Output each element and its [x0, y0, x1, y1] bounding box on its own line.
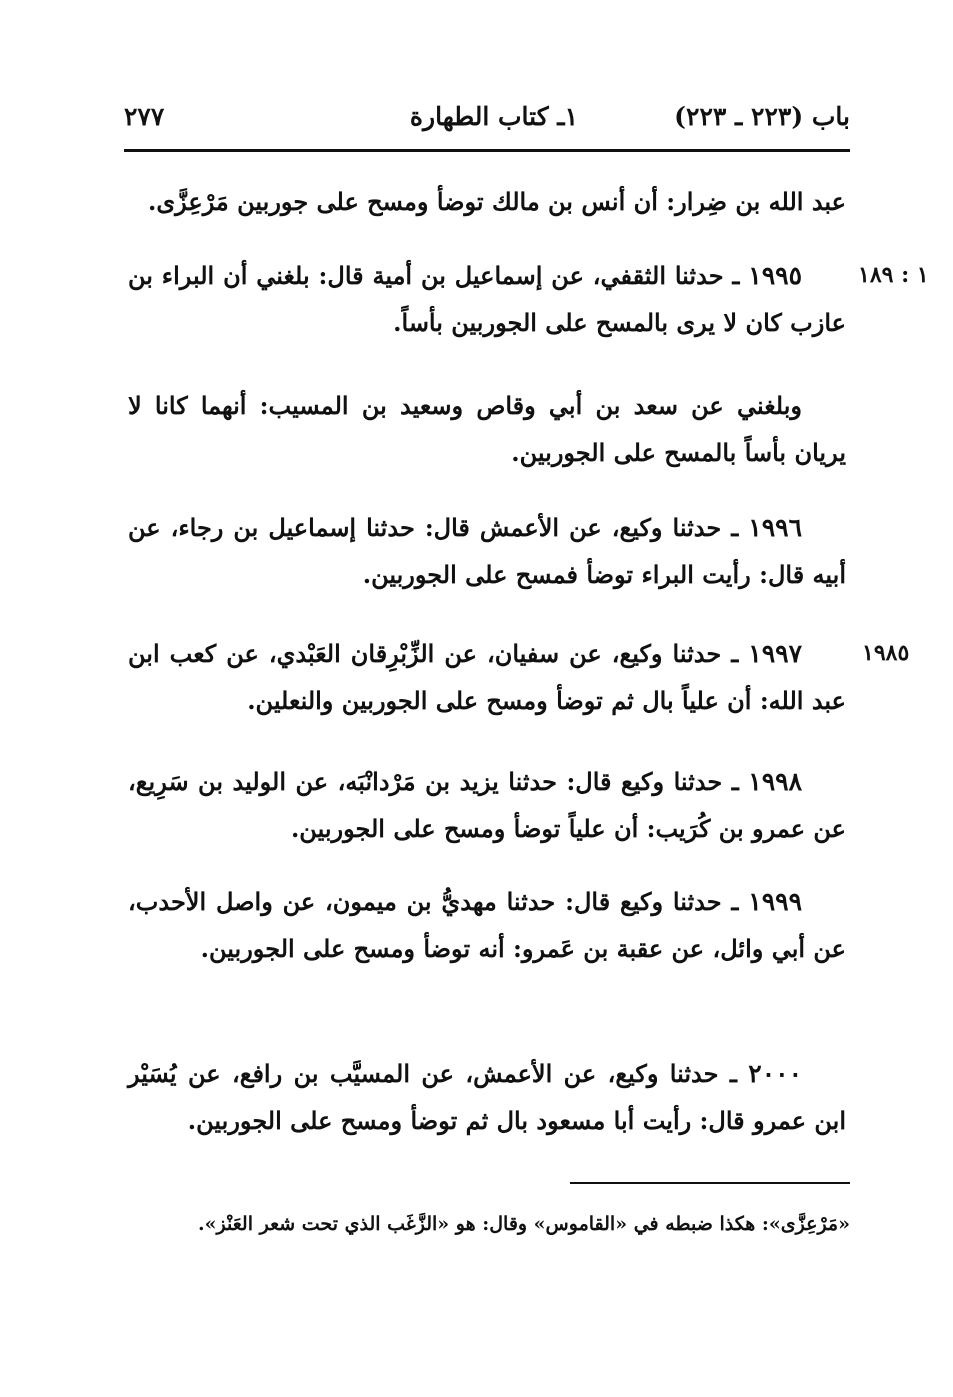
book-title: ١ـ كتاب الطهارة [409, 102, 579, 131]
paragraph-continuation [128, 178, 846, 225]
paragraph-text: ـ حدثنا وكيع قال: حدثنا مهديُّ بن ميمون، عن واصل الأحدب، عن أبي وائل، عن عقبة بن عَمرو: أنه توضأ ومسح على الجوربين. [128, 887, 846, 963]
paragraph-text: ـ حدثنا الثقفي، عن إسماعيل بن أمية قال: بلغني أن البراء بن عازب كان لا يرى بالمسح على الجوربين بأساً. [128, 261, 846, 337]
running-header [124, 98, 850, 138]
hadith-2000 [128, 1050, 846, 1144]
paragraph-text: عبد الله بن ضِرار: أن أنس بن مالك توضأ ومسح على جوربين مَرْعِزَّى. [147, 187, 846, 216]
footnote-rule [570, 1182, 850, 1184]
hadith-1996 [128, 504, 846, 598]
hadith-number: ٢٠٠٠ [748, 1059, 802, 1088]
hadith-1995 [128, 252, 846, 346]
header-rule [124, 149, 850, 152]
paragraph-report [128, 382, 846, 476]
chapter-heading: باب (٢٢٣ ـ ٢٢٣) [674, 102, 850, 131]
paragraph-text: ـ حدثنا وكيع قال: حدثنا يزيد بن مَرْدانْبَه، عن الوليد بن سَرِيع، عن عمرو بن كُرَيب: أن علياً توضأ ومسح على الجوربين. [128, 767, 846, 843]
hadith-1999 [128, 878, 846, 972]
hadith-1997 [128, 630, 846, 724]
hadith-number: ١٩٩٧ [748, 639, 802, 668]
margin-note-reference: ١٩٨٥ [862, 640, 910, 666]
paragraph-text: ـ حدثنا وكيع، عن سفيان، عن الزِّبْرِقان العَبْدي، عن كعب ابن عبد الله: أن علياً بال ثم توضأ ومسح على الجوربين والنعلين. [128, 639, 846, 715]
hadith-1998 [128, 758, 846, 852]
paragraph-text: ـ حدثنا وكيع، عن الأعمش، عن المسيَّب بن رافع، عن يُسَيْر ابن عمرو قال: رأيت أبا مسعود بال ثم توضأ ومسح على الجوربين. [128, 1059, 846, 1135]
hadith-number: ١٩٩٩ [748, 887, 802, 916]
paragraph-text: ـ حدثنا وكيع، عن الأعمش قال: حدثنا إسماعيل بن رجاء، عن أبيه قال: رأيت البراء توضأ فمسح على الجوربين. [128, 513, 846, 589]
footnote: «مَرْعِزَّى»: هكذا ضبطه في «القاموس» وقال: هو «الزَّغَب الذي تحت شعر العَنْز». [198, 1213, 850, 1235]
margin-note-reference: ١ : ١٨٩ [858, 262, 929, 288]
paragraph-text: وبلغني عن سعد بن أبي وقاص وسعيد بن المسيب: أنهما كانا لا يريان بأساً بالمسح على الجوربين. [128, 391, 846, 467]
hadith-number: ١٩٩٨ [748, 767, 802, 796]
page-number: ٢٧٧ [124, 102, 165, 131]
hadith-number: ١٩٩٦ [748, 513, 802, 542]
hadith-number: ١٩٩٥ [748, 261, 802, 290]
